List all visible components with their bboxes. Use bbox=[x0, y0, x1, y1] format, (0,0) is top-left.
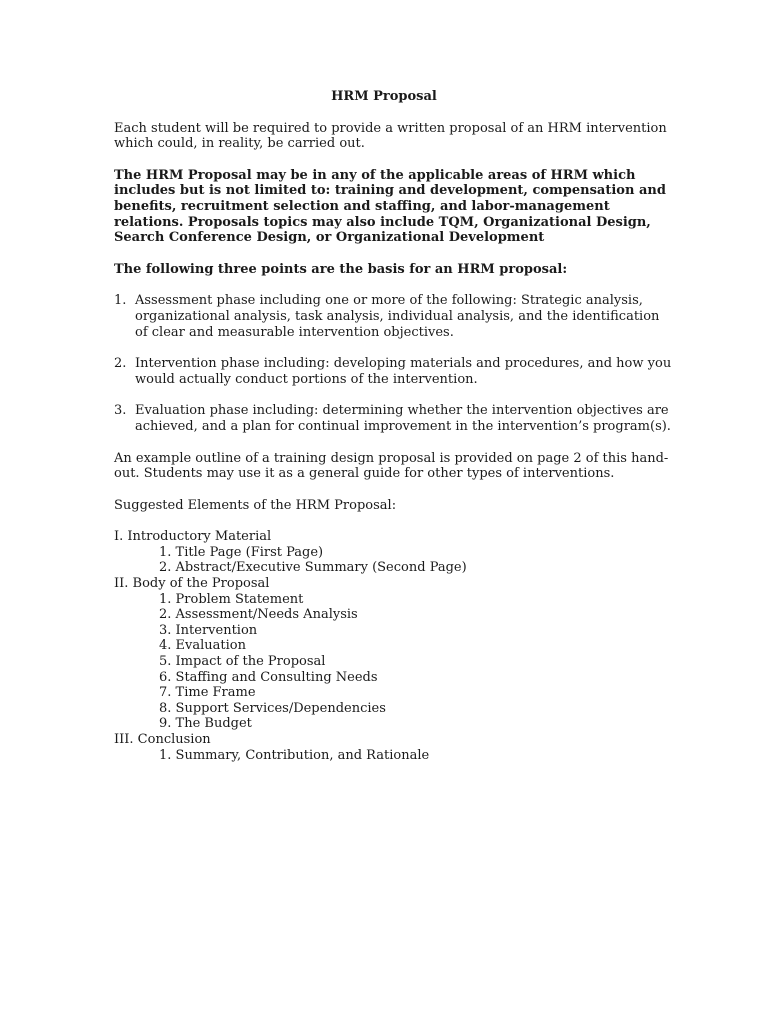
outline-item: 7. Time Frame bbox=[159, 685, 256, 701]
basis-point-number: 3. bbox=[114, 403, 127, 419]
basis-point-text: Intervention phase including: developing materials and procedures, and how you would actually conduct portions of the intervention. bbox=[135, 356, 672, 387]
outline-item: 1. Problem Statement bbox=[159, 591, 304, 607]
document-page bbox=[114, 89, 674, 763]
outline-item: 6. Staffing and Consulting Needs bbox=[159, 669, 378, 685]
outline-section-introductory bbox=[114, 529, 674, 576]
intro-paragraph: Each student will be required to provide a written proposal of an HRM intervention which could, in reality, be carried out. bbox=[114, 120, 667, 152]
outline-section-body bbox=[114, 576, 674, 732]
outline-item: 9. The Budget bbox=[159, 716, 252, 732]
areas-paragraph: The HRM Proposal may be in any of the applicable areas of HRM which includes but is not limited to: training and development, compensation and benefits, recruitment selection and staffing, and labor-management relations. Proposals topics may also include TQM, Organizational Design, Search Conference Design, or Organizational Development bbox=[114, 167, 666, 246]
outline-item: 3. Intervention bbox=[159, 622, 258, 638]
basis-heading: The following three points are the basis for an HRM proposal: bbox=[114, 261, 568, 277]
outline-heading: I. Introductory Material bbox=[114, 529, 272, 545]
basis-points-list bbox=[114, 293, 674, 434]
outline-heading: II. Body of the Proposal bbox=[114, 576, 270, 592]
basis-point bbox=[114, 403, 674, 434]
proposal-outline bbox=[114, 529, 674, 763]
basis-point bbox=[114, 356, 674, 387]
document-title: HRM Proposal bbox=[331, 89, 437, 104]
outline-heading: III. Conclusion bbox=[114, 732, 211, 747]
basis-point-text: Assessment phase including one or more of the following: Strategic analysis, organizational analysis, task analysis, individual analysis, and the identification of clear and measurable intervention objectives. bbox=[135, 293, 660, 340]
outline-item: 8. Support Services/Dependencies bbox=[159, 700, 386, 716]
basis-point-number: 2. bbox=[114, 356, 127, 372]
example-paragraph: An example outline of a training design proposal is provided on page 2 of this hand-out. Students may use it as a general guide for other types of interventions. bbox=[114, 450, 669, 482]
outline-section-conclusion bbox=[114, 732, 674, 763]
basis-point bbox=[114, 293, 674, 340]
outline-item: 1. Title Page (First Page) bbox=[159, 544, 324, 560]
outline-item: 1. Summary, Contribution, and Rationale bbox=[159, 747, 430, 763]
outline-item: 2. Abstract/Executive Summary (Second Page) bbox=[159, 560, 467, 576]
outline-item: 2. Assessment/Needs Analysis bbox=[159, 607, 358, 623]
outline-item: 5. Impact of the Proposal bbox=[159, 654, 326, 670]
outline-item: 4. Evaluation bbox=[159, 638, 246, 654]
basis-point-number: 1. bbox=[114, 293, 127, 309]
basis-point-text: Evaluation phase including: determining whether the intervention objectives are achieved, and a plan for continual improvement in the intervention’s program(s). bbox=[135, 403, 671, 434]
suggested-elements-heading: Suggested Elements of the HRM Proposal: bbox=[114, 497, 397, 513]
